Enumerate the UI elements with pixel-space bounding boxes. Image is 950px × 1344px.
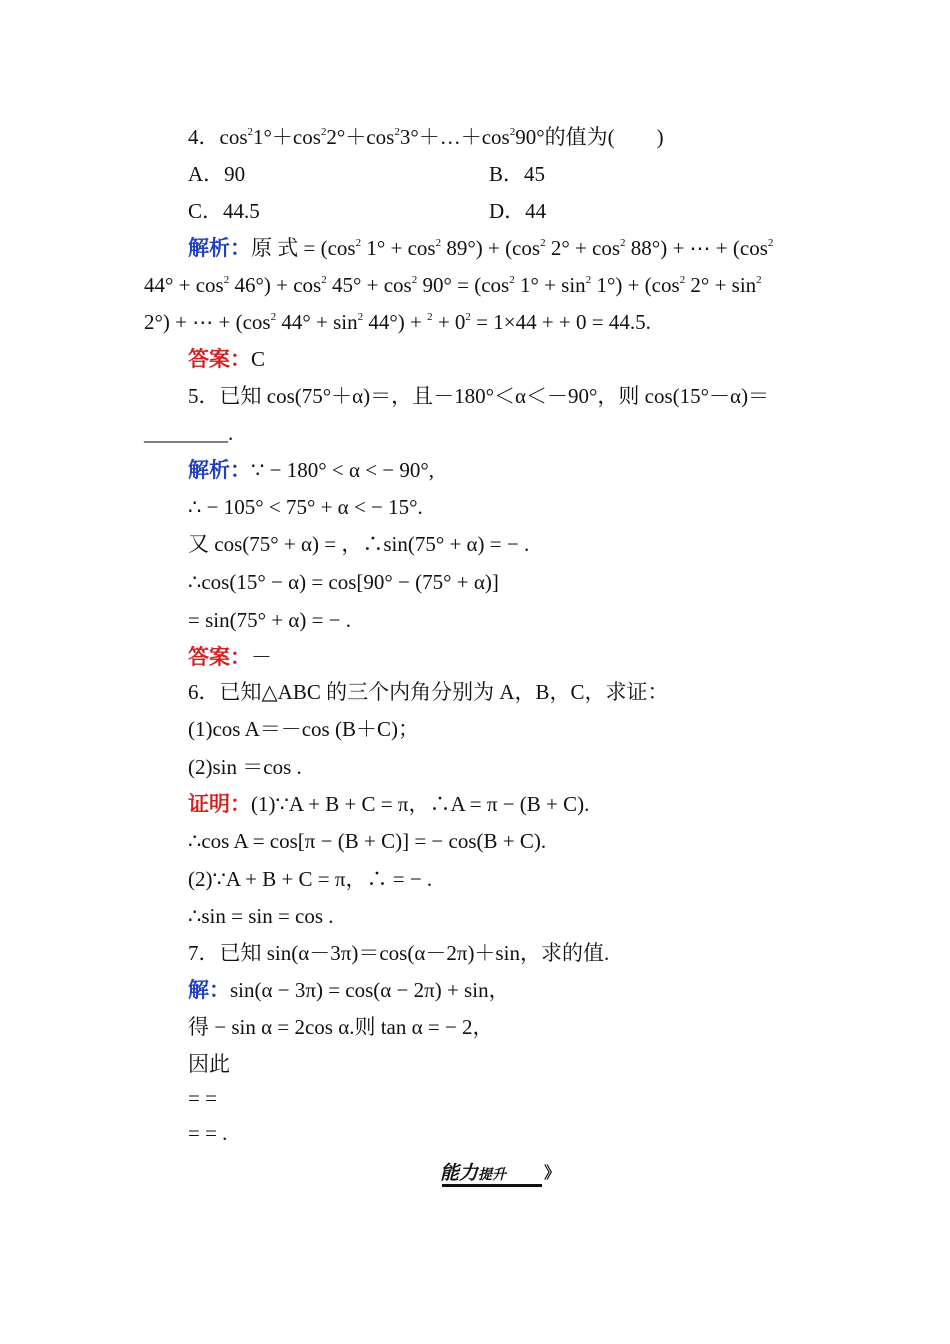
q4-analysis-line-1: 解析：原 式 = ($\cos^2$ $1^\circ + \cos^2 89^\circ) + (\cos^2$ $2^\circ + \cos^2 88^\circ$) + ⋯ + ($\cos^2$ (188, 236, 774, 260)
q4-option-a: A．90 (188, 162, 246, 186)
q7-solution-line-3: 因此 (188, 1052, 230, 1076)
q7-stem: 7．已知 sin(α－3π)＝cos(α－2π)＋sin，求的值. (188, 941, 610, 965)
q6-stem: 6．已知△ABC 的三个内角分别为 A，B，C，求证： (188, 680, 669, 704)
q7-solution-line-1: 解：sin(α − 3π) = cos(α − 2π) + sin， (188, 978, 510, 1002)
q6-part-2: (2)sin ＝cos . (188, 755, 302, 779)
analysis-label: 解析： (188, 458, 251, 482)
proof-label: 证明： (188, 792, 251, 816)
q5-analysis-line-4: ∴cos(15° − α) = cos[90° − (75° + α)] (188, 570, 499, 594)
q5-analysis-line-3: 又 cos(75° + α) = ，∴sin(75° + α) = − . (188, 532, 530, 556)
q4-option-c: C．44.5 (188, 199, 260, 223)
q4-answer: 答案：C (188, 347, 266, 371)
answer-label: 答案： (188, 347, 251, 371)
q7-solution-line-4: = = (188, 1086, 217, 1110)
q6-proof-line-1: 证明：(1)∵A + B + C = π，∴A = π − (B + C). (188, 792, 590, 816)
q6-proof-line-4: ∴sin = sin = cos . (188, 904, 334, 928)
banner-subtitle: 提升 (478, 1167, 507, 1183)
analysis-label: 解析： (188, 236, 251, 260)
q5-stem: 5．已知 cos(75°＋α)＝，且－180°＜α＜－90°，则 cos(15°－α)＝ (188, 384, 770, 408)
q5-answer: 答案：－ (188, 645, 272, 669)
q6-part-1: (1)cos A＝－cos (B＋C)； (188, 717, 419, 741)
answer-label: 答案： (188, 645, 251, 669)
q4-stem: 4．$\cos^21^\circ+\cos^22^\circ+\cos^23^\circ+\dots+\cos^290^\circ$的值为( ) (188, 125, 664, 149)
banner-underline (442, 1184, 542, 1187)
q4-option-d: D．44 (489, 199, 547, 223)
double-chevron-icon: 》 (544, 1163, 561, 1182)
q5-analysis-line-1: 解析：∵ − 180° < α < − 90°, (188, 458, 435, 482)
solution-label: 解： (188, 978, 230, 1002)
banner-title: 能力 (440, 1162, 479, 1184)
section-banner (440, 1158, 560, 1188)
q6-proof-line-3: (2)∵A + B + C = π，∴ = − . (188, 867, 433, 891)
q7-solution-line-5: = = . (188, 1121, 228, 1145)
q7-solution-line-2: 得 − sin α = 2cos α.则 tan α = − 2， (188, 1015, 494, 1039)
q4-analysis-line-2: $44^\circ + \cos^2 46^\circ) + \cos^2 45^\circ + \cos^2 90^\circ = (\cos^2$ $1^\circ + \sin^2 1^\circ) + (\cos^2$ $2^\circ + \sin^2$ (144, 273, 762, 297)
q6-proof-line-2: ∴cos A = cos[π − (B + C)] = − cos(B + C). (188, 829, 547, 853)
q5-blank: ________. (144, 421, 234, 445)
q4-analysis-line-3: 2°) + ⋯ + ($\cos^2$ $44^\circ + \sin^2 44^\circ) + ^2 + 0^2 = 1\times 44$ + + 0 = 44.5. (144, 310, 651, 334)
q5-analysis-line-5: = sin(75° + α) = − . (188, 608, 352, 632)
q4-option-b: B．45 (489, 162, 546, 186)
q5-analysis-line-2: ∴ − 105° < 75° + α < − 15°. (188, 495, 423, 519)
